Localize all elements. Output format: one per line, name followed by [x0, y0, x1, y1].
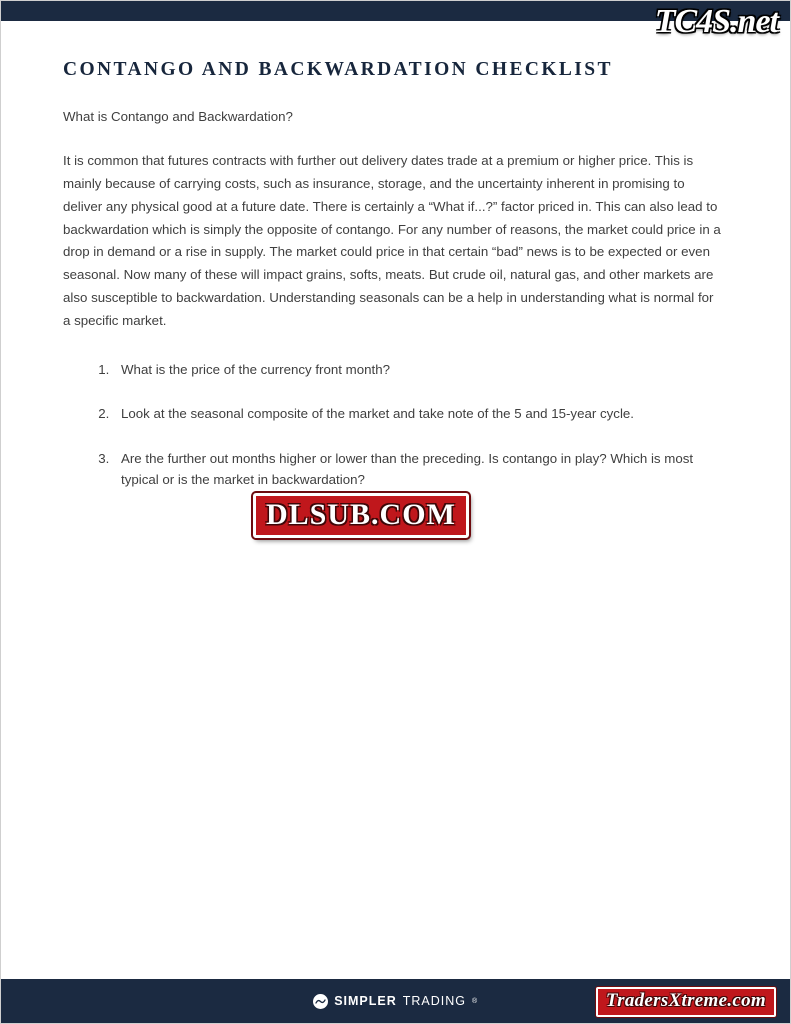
logo-registered-mark: ®	[472, 997, 478, 1005]
watermark-center	[253, 493, 469, 538]
logo-primary-text: SIMPLER	[334, 994, 397, 1008]
watermark-bottom-right	[596, 987, 776, 1017]
checklist	[63, 359, 728, 491]
list-item: 3. Are the further out months higher or lower than the preceding. Is contango in play? Which is most typical or is the market in backwardation?	[113, 448, 728, 491]
watermark-top-right: TC4S.net	[654, 3, 778, 40]
simpler-trading-logo	[313, 994, 478, 1009]
intro-question: What is Contango and Backwardation?	[63, 109, 293, 124]
logo-secondary-text: TRADING	[402, 994, 467, 1008]
page-title: CONTANGO AND BACKWARDATION CHECKLIST	[63, 59, 613, 80]
list-item: 2. Look at the seasonal composite of the market and take note of the 5 and 15-year cycle.	[113, 403, 728, 425]
list-item: 1. What is the price of the currency front month?	[113, 359, 728, 381]
simpler-swoosh-icon	[313, 994, 328, 1009]
watermark-center-text: DLSUB.COM	[266, 498, 456, 531]
watermark-bottom-right-text: TradersXtreme.com	[605, 990, 766, 1012]
body-paragraph: It is common that futures contracts with further out delivery dates trade at a premium or higher price. This is mainly because of carrying costs, such as insurance, storage, and the uncertainty inherent in promising to deliver any physical good at a future date. There is certainly a “What if...?” factor priced in. This can also lead to backwardation which is simply the opposite of contango. For any number of reasons, the market could price in a drop in demand or a rise in supply. The market could price in that certain “bad” news is to be expected or even seasonal. Now many of these will impact grains, softs, meats. But crude oil, natural gas, and other markets are also susceptible to backwardation. Understanding seasonals can be a help in understanding what is normal for a specific market.	[63, 152, 721, 328]
